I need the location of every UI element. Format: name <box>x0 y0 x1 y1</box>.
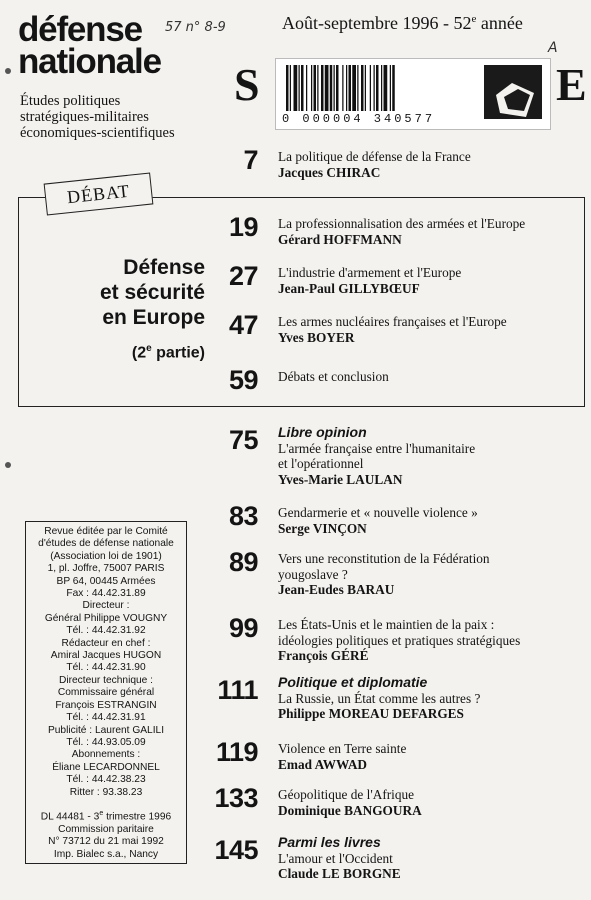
barcode-bar <box>314 65 317 111</box>
colophon-block-b <box>26 824 186 861</box>
entry-title: Vers une reconstitution de la Fédération <box>278 551 490 566</box>
page-number: 19 <box>228 212 258 242</box>
entry-title: Gendarmerie et « nouvelle violence » <box>278 505 478 520</box>
entry-author: Claude LE BORGNE <box>278 866 401 881</box>
toc-entry <box>278 369 578 385</box>
entry-author: Gérard HOFFMANN <box>278 231 402 247</box>
summary-letter-s: S <box>234 59 260 110</box>
barcode-bar <box>365 65 366 111</box>
barcode-bar <box>392 65 395 111</box>
barcode-bar <box>357 65 358 111</box>
barcode-bar <box>294 65 298 111</box>
debat-title-line: et sécurité <box>99 281 205 304</box>
barcode-bar <box>299 65 300 111</box>
page-number: 133 <box>214 783 258 813</box>
entry-author: Jean-Paul GILLYBŒUF <box>278 280 420 296</box>
entry-author: Yves-Marie LAULAN <box>278 471 403 487</box>
barcode-bar <box>374 65 375 111</box>
debat-tag: DÉBAT <box>44 172 154 215</box>
issue-date: Août-septembre 1996 - 52e année <box>282 13 523 33</box>
colophon-line: Publicité : Laurent GALILI <box>47 724 165 736</box>
colophon-line: Directeur : <box>82 600 130 612</box>
entry-title: La professionnalisation des armées et l'Europe <box>278 216 526 231</box>
entry-title: Géopolitique de l'Afrique <box>278 787 415 802</box>
colophon-line: Tél. : 44.42.31.90 <box>66 662 146 674</box>
entry-author: Yves BOYER <box>278 329 355 345</box>
colophon-line: N° 73712 du 21 mai 1992 <box>48 836 164 848</box>
page-number: 111 <box>217 675 258 705</box>
colophon-line: (Association loi de 1901) <box>50 550 162 562</box>
toc-entry <box>278 216 578 247</box>
toc-entry <box>278 787 578 818</box>
colophon-line: François ESTRANGIN <box>55 699 157 711</box>
entry-author: Dominique BANGOURA <box>278 802 422 818</box>
entry-section: Libre opinion <box>278 424 367 440</box>
page-number: 89 <box>228 547 258 577</box>
handwritten-note: 57 n° 8-9 <box>165 20 226 35</box>
toc-entry <box>278 835 578 882</box>
page-number: 99 <box>228 613 258 643</box>
barcode-bar <box>370 65 371 111</box>
colophon-line: Abonnements : <box>71 749 141 761</box>
handwritten-corner: A <box>548 40 558 56</box>
entry-title: La Russie, un État comme les autres ? <box>278 690 481 706</box>
barcode-bar <box>390 65 391 111</box>
entry-author: Jacques CHIRAC <box>278 164 381 180</box>
entry-title: Débats et conclusion <box>278 369 389 384</box>
colophon-line: Rédacteur en chef : <box>61 637 151 649</box>
toc-entry <box>278 265 578 296</box>
entry-title2: idéologies politiques et pratiques stratégiques <box>278 632 521 648</box>
colophon-block-a <box>26 526 186 799</box>
page-number: 83 <box>228 501 258 531</box>
entry-title: La politique de défense de la France <box>278 149 471 164</box>
barcode-bar <box>290 65 291 111</box>
colophon-line: Tél. : 44.42.31.92 <box>66 625 146 637</box>
toc-entry <box>278 149 578 180</box>
colophon-line: Tél. : 44.93.05.09 <box>66 736 146 748</box>
barcode-bar <box>311 65 312 111</box>
colophon-line: Revue éditée par le Comité <box>44 526 168 537</box>
entry-title: L'industrie d'armement et l'Europe <box>278 265 462 280</box>
page-number: 119 <box>215 737 258 767</box>
entry-title2: yougoslave ? <box>278 566 348 582</box>
barcode-bar <box>376 65 379 111</box>
subtitle-line: Études politiques <box>20 93 121 109</box>
entry-author: Jean-Eudes BARAU <box>278 582 395 597</box>
colophon-line: Commission paritaire <box>58 823 154 835</box>
barcode-graphic-icon <box>284 65 484 113</box>
colophon-line: Ritter : 93.38.23 <box>69 786 143 798</box>
debat-part: (2e partie) <box>131 343 205 362</box>
toc-entry <box>278 741 578 772</box>
entry-author: Philippe MOREAU DEFARGES <box>278 706 464 721</box>
barcode-label <box>275 58 551 130</box>
entry-section: Parmi les livres <box>278 834 381 850</box>
colophon-line: Amiral Jacques HUGON <box>50 650 162 662</box>
barcode-bar <box>381 65 382 111</box>
barcode-digits: 0 000004 340577 <box>282 112 436 126</box>
barcode-bar <box>301 65 304 111</box>
logo-mark-icon <box>482 63 544 121</box>
colophon-line: Éliane LECARDONNEL <box>52 761 160 773</box>
masthead-line1: défense <box>18 10 142 49</box>
masthead <box>18 10 161 81</box>
colophon-line: Tél. : 44.42.31.91 <box>66 712 146 724</box>
entry-author: Serge VINÇON <box>278 520 367 536</box>
subtitle-line: stratégiques-militaires <box>20 109 149 125</box>
barcode-bar <box>317 65 318 111</box>
colophon-line: BP 64, 00445 Armées <box>56 575 156 587</box>
barcode-bar <box>349 65 352 111</box>
entry-author: François GÉRÉ <box>278 648 369 663</box>
subtitle-line: économiques-scientifiques <box>20 125 175 141</box>
colophon-line: 1, pl. Joffre, 75007 PARIS <box>47 563 165 575</box>
entry-title: Les armes nucléaires françaises et l'Europe <box>278 314 507 329</box>
masthead-line2: nationale <box>18 42 161 81</box>
toc-entry <box>278 505 578 536</box>
masthead-subtitle <box>20 93 175 141</box>
debat-title-line: en Europe <box>102 306 205 329</box>
page-number: 145 <box>214 835 258 865</box>
entry-title: Violence en Terre sainte <box>278 741 407 756</box>
page-number: 27 <box>228 261 258 291</box>
entry-title: Les États-Unis et le maintien de la paix : <box>278 617 495 632</box>
barcode-bar <box>361 65 364 111</box>
barcode-bar <box>321 65 324 111</box>
colophon-line: Général Philippe VOUGNY <box>44 612 168 624</box>
toc-entry <box>278 425 578 487</box>
colophon-line: Directeur technique : <box>58 674 153 686</box>
barcode-bar <box>306 65 307 111</box>
page-number: 59 <box>228 365 258 395</box>
entry-section: Politique et diplomatie <box>278 674 428 690</box>
page-number: 75 <box>228 425 258 455</box>
barcode-bar <box>334 65 335 111</box>
toc-entry <box>278 617 578 664</box>
page-number: 47 <box>228 310 258 340</box>
barcode-bar <box>336 65 339 111</box>
toc-entry <box>278 314 578 345</box>
summary-letter-e: E <box>556 59 587 110</box>
colophon-line: d'études de défense nationale <box>38 538 174 550</box>
debat-title-line: Défense <box>123 256 205 279</box>
page-number: 7 <box>243 145 258 175</box>
scan-dot <box>5 68 11 74</box>
barcode-bar <box>346 65 347 111</box>
entry-author: Emad AWWAD <box>278 756 368 772</box>
entry-title2: et l'opérationnel <box>278 456 364 471</box>
scan-dot <box>5 462 11 468</box>
colophon-line: Commissaire général <box>57 687 155 699</box>
toc-entry <box>278 551 578 598</box>
colophon-box <box>25 521 187 864</box>
colophon-line: Tél. : 44.42.38.23 <box>66 774 146 786</box>
barcode-bar <box>286 65 289 111</box>
toc-entry <box>278 675 578 722</box>
barcode-bar <box>325 65 329 111</box>
entry-title: L'amour et l'Occident <box>278 850 393 866</box>
barcode-bar <box>352 65 356 111</box>
colophon-line: Fax : 44.42.31.89 <box>66 588 146 600</box>
colophon-line: Imp. Bialec s.a., Nancy <box>53 848 159 860</box>
entry-title: L'armée française entre l'humanitaire <box>278 440 476 456</box>
barcode-bar <box>330 65 333 111</box>
barcode-bar <box>342 65 343 111</box>
colophon-dl: DL 44481 - 3e trimestre 1996 <box>40 809 172 823</box>
barcode-bar <box>384 65 388 111</box>
